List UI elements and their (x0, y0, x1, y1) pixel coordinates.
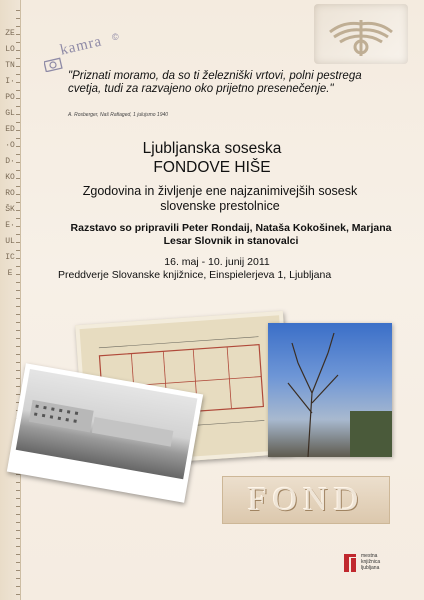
ruler-tick (16, 138, 20, 139)
ruler-tick (16, 218, 20, 219)
ruler-tick (16, 306, 20, 307)
library-logo-line: ljubljana (361, 565, 380, 571)
ruler-tick (16, 250, 20, 251)
tree-drawing (268, 323, 392, 457)
ruler-tick (16, 362, 20, 363)
ruler-tick (16, 34, 20, 35)
ruler-tick (16, 514, 20, 515)
ruler-tick (16, 42, 20, 43)
ruler-tick (16, 346, 20, 347)
ruler-tick (16, 298, 20, 299)
ruler-tick (16, 106, 20, 107)
ruler-tick (16, 282, 20, 283)
tree-sky-photo (268, 323, 392, 457)
quote: "Priznati moramo, da so ti železniški vrtovi, polni pestrega cvetja, tudi za razvajeno oko prijetno presenečenje." (68, 70, 362, 95)
ruler-tick (16, 506, 20, 507)
ruler-tick (16, 570, 20, 571)
library-logo-line: knjižnica (361, 559, 381, 565)
ruler-tick (16, 90, 20, 91)
ruler-tick (16, 530, 20, 531)
ruler-tick (16, 234, 20, 235)
title-line-1: Ljubljanska soseska (142, 140, 282, 157)
title-line-2: FONDOVE HIŠE (153, 159, 271, 176)
ruler-tick (16, 210, 20, 211)
ruler-tick (16, 74, 20, 75)
ruler-tick (16, 338, 20, 339)
ruler-tick (16, 354, 20, 355)
ruler-tick (16, 58, 20, 59)
fond-sign-photo (222, 476, 390, 524)
ruler-tick (16, 26, 20, 27)
ruler-tick (16, 130, 20, 131)
ruler-tick (16, 322, 20, 323)
ruler-tick (16, 122, 20, 123)
kamra-logo-text: kamra (58, 33, 104, 59)
library-mark-icon (344, 554, 358, 572)
subtitle: Zgodovina in življenje ene najzanimivejših sosesk slovenske prestolnice (82, 184, 358, 213)
ruler-tick (16, 226, 20, 227)
ruler-tick (16, 522, 20, 523)
ruler-tick (16, 594, 20, 595)
ruler-tick (16, 114, 20, 115)
vertical-ruler (0, 0, 21, 600)
ruler-tick (16, 314, 20, 315)
exhibition-venue: Preddverje Slovanske knjižnice, Einspielerjeva 1, Ljubljana (58, 269, 332, 281)
ruler-tick (16, 178, 20, 179)
ruler-tick (16, 186, 20, 187)
exhibition-date: 16. maj - 10. junij 2011 (164, 256, 270, 268)
ruler-tick (16, 562, 20, 563)
ruler-tick (16, 242, 20, 243)
ruler-tick (16, 474, 20, 475)
ruler-tick (16, 10, 20, 11)
library-logo-text (361, 553, 401, 571)
kamra-camera-icon (44, 56, 64, 72)
railway-emblem (314, 4, 408, 64)
ruler-tick (16, 18, 20, 19)
ruler-tick (16, 370, 20, 371)
ruler-tick (16, 98, 20, 99)
ruler-tick (16, 554, 20, 555)
quote-source: A. Rosberger, Naš Rafiaged, 1 julujsmo 1940 (68, 112, 169, 118)
ruler-text: ZELOTNI·POGLED·OD·KOROŠKE·ULICE (5, 29, 15, 278)
winged-wheel-icon (314, 4, 408, 64)
kamra-logo (42, 32, 132, 72)
ruler-tick (16, 194, 20, 195)
ruler-tick (16, 66, 20, 67)
copyright-mark: © (112, 32, 119, 42)
ruler-tick (16, 586, 20, 587)
ruler-tick (16, 546, 20, 547)
fond-sign-text: FOND (247, 481, 365, 518)
ruler-tick (16, 82, 20, 83)
ruler-tick (16, 378, 20, 379)
ruler-tick (16, 482, 20, 483)
ruler-tick (16, 330, 20, 331)
ruler-tick (16, 50, 20, 51)
authors: Razstavo so pripravili Peter Rondaij, Nataša Kokošinek, Marjana Lesar Slovnik in stanovalci (70, 222, 392, 247)
library-logo-line: mestna (361, 553, 378, 559)
ruler-tick (16, 274, 20, 275)
ruler-tick (16, 498, 20, 499)
ruler-tick (16, 490, 20, 491)
ruler-tick (16, 202, 20, 203)
ruler-tick (16, 538, 20, 539)
ruler-tick (16, 290, 20, 291)
ruler-tick (16, 578, 20, 579)
ruler-tick (16, 386, 20, 387)
